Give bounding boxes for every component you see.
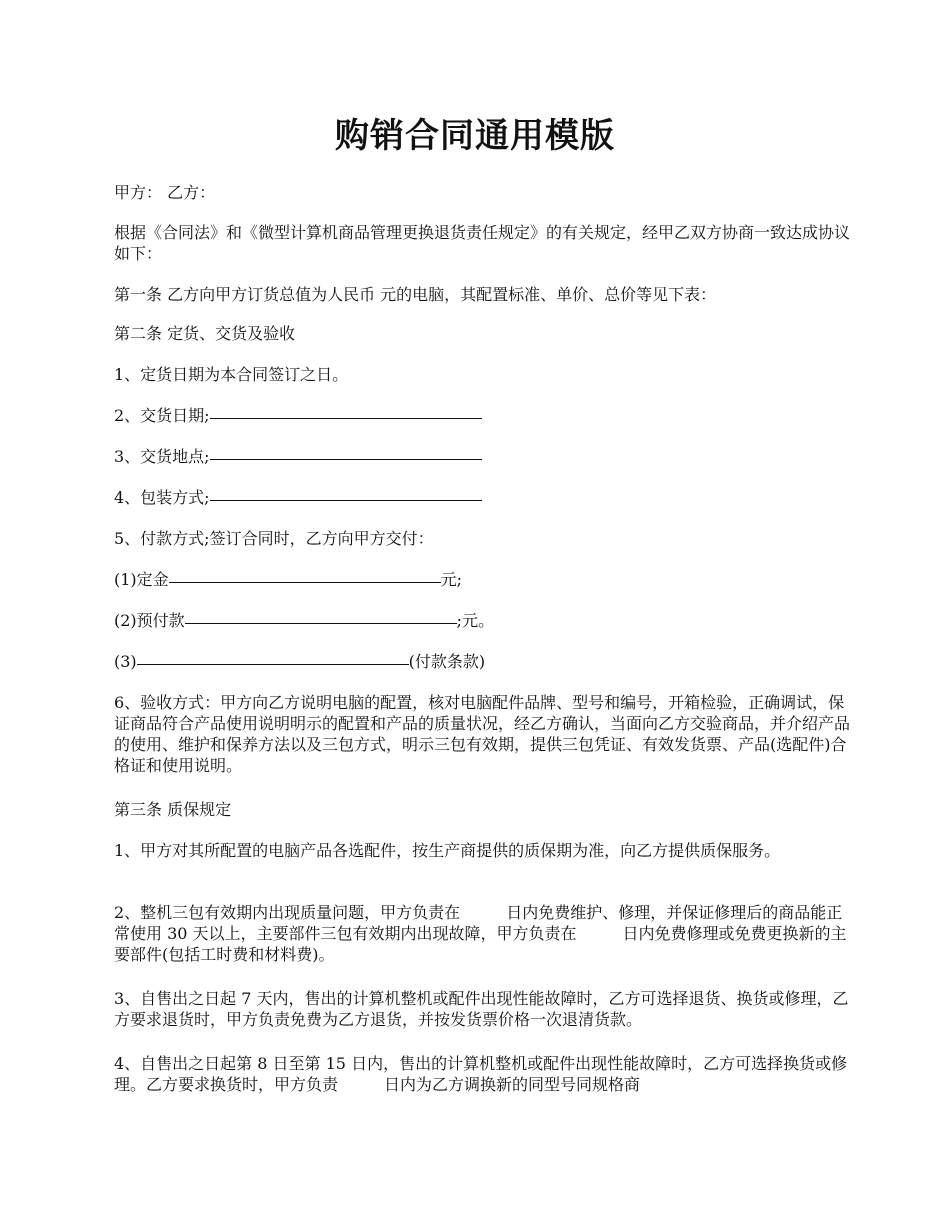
article-2-item-5: 5、付款方式;签订合同时，乙方向甲方交付： [114, 529, 434, 548]
article-2-item-3 [114, 446, 854, 467]
delivery-place-blank[interactable] [210, 458, 482, 460]
article-2-item-1: 1、定货日期为本合同签订之日。 [114, 365, 349, 384]
article-3-item-2 [114, 902, 854, 965]
warranty-repair-text-c: 日内免费修理或免费更换新的主要部件(包括工时费和材料费)。 [114, 924, 847, 964]
prepayment-suffix: ;元。 [456, 611, 495, 630]
payment-terms-blank[interactable] [137, 663, 409, 665]
deposit-blank[interactable] [169, 581, 441, 583]
payment-terms-suffix: (付款条款) [408, 652, 486, 671]
parties-line: 甲方： 乙方： [114, 183, 216, 202]
prepayment-label: (2)预付款 [114, 611, 185, 630]
article-2-item-4 [114, 487, 854, 508]
payment-terms [114, 651, 854, 672]
article-3-item-1: 1、甲方对其所配置的电脑产品各选配件，按生产商提供的质保期为准，向乙方提供质保服务。 [114, 841, 781, 860]
page-title: 购销合同通用模版 [335, 116, 615, 156]
deposit-label: (1)定金 [114, 570, 169, 589]
exchange-text-a: 4、自售出之日起第 8 日至第 15 日内，售出的计算机整机或配件出现性能故障时，乙方可选择换货或修理。乙方要求换货时，甲方负责 [114, 1054, 848, 1094]
article-2-heading: 第二条 定货、交货及验收 [114, 324, 296, 343]
payment-terms-label: (3) [114, 652, 137, 671]
article-2-item-6: 6、验收方式：甲方向乙方说明电脑的配置，核对电脑配件品牌、型号和编号，开箱检验，正确调试，保证商品符合产品使用说明明示的配置和产品的质量状况，经乙方确认，当面向乙方交验商品，并介绍产品的使用、维护和保养方法以及三包方式，明示三包有效期，提供三包凭证、有效发货票、产品(选配件)合格证和使用说明。 [114, 693, 851, 775]
article-3-item-3: 3、自售出之日起 7 天内，售出的计算机整机或配件出现性能故障时，乙方可选择退货、换货或修理，乙方要求退货时，甲方负责免费为乙方退货，并按发货票价格一次退清货款。 [114, 989, 849, 1029]
exchange-text-b: 日内为乙方调换新的同型号同规格商 [384, 1075, 641, 1094]
delivery-date-label: 2、交货日期; [114, 406, 210, 425]
prepayment-blank[interactable] [185, 622, 457, 624]
packaging-label: 4、包装方式; [114, 488, 210, 507]
warranty-repair-text-a: 2、整机三包有效期内出现质量问题，甲方负责在 [114, 903, 461, 922]
article-2-item-2 [114, 405, 854, 426]
warranty-repair-text-b: 日内免费维护、修理，并保证修理后的商品能正常使用 30 天以上，主要部件三包有效期内出现故障，甲方负责在 [114, 903, 843, 943]
deposit-suffix: 元; [440, 570, 463, 589]
article-3-item-4 [114, 1053, 854, 1095]
payment-prepayment [114, 610, 854, 631]
article-3-heading: 第三条 质保规定 [114, 800, 232, 819]
intro-paragraph: 根据《合同法》和《微型计算机商品管理更换退货责任规定》的有关规定，经甲乙双方协商一致达成协议如下： [114, 223, 851, 263]
packaging-blank[interactable] [210, 499, 482, 501]
article-1: 第一条 乙方向甲方订货总值为人民币 元的电脑，其配置标准、单价、总价等见下表： [114, 285, 717, 304]
delivery-date-blank[interactable] [210, 417, 482, 419]
payment-deposit [114, 569, 854, 590]
delivery-place-label: 3、交货地点; [114, 447, 210, 466]
